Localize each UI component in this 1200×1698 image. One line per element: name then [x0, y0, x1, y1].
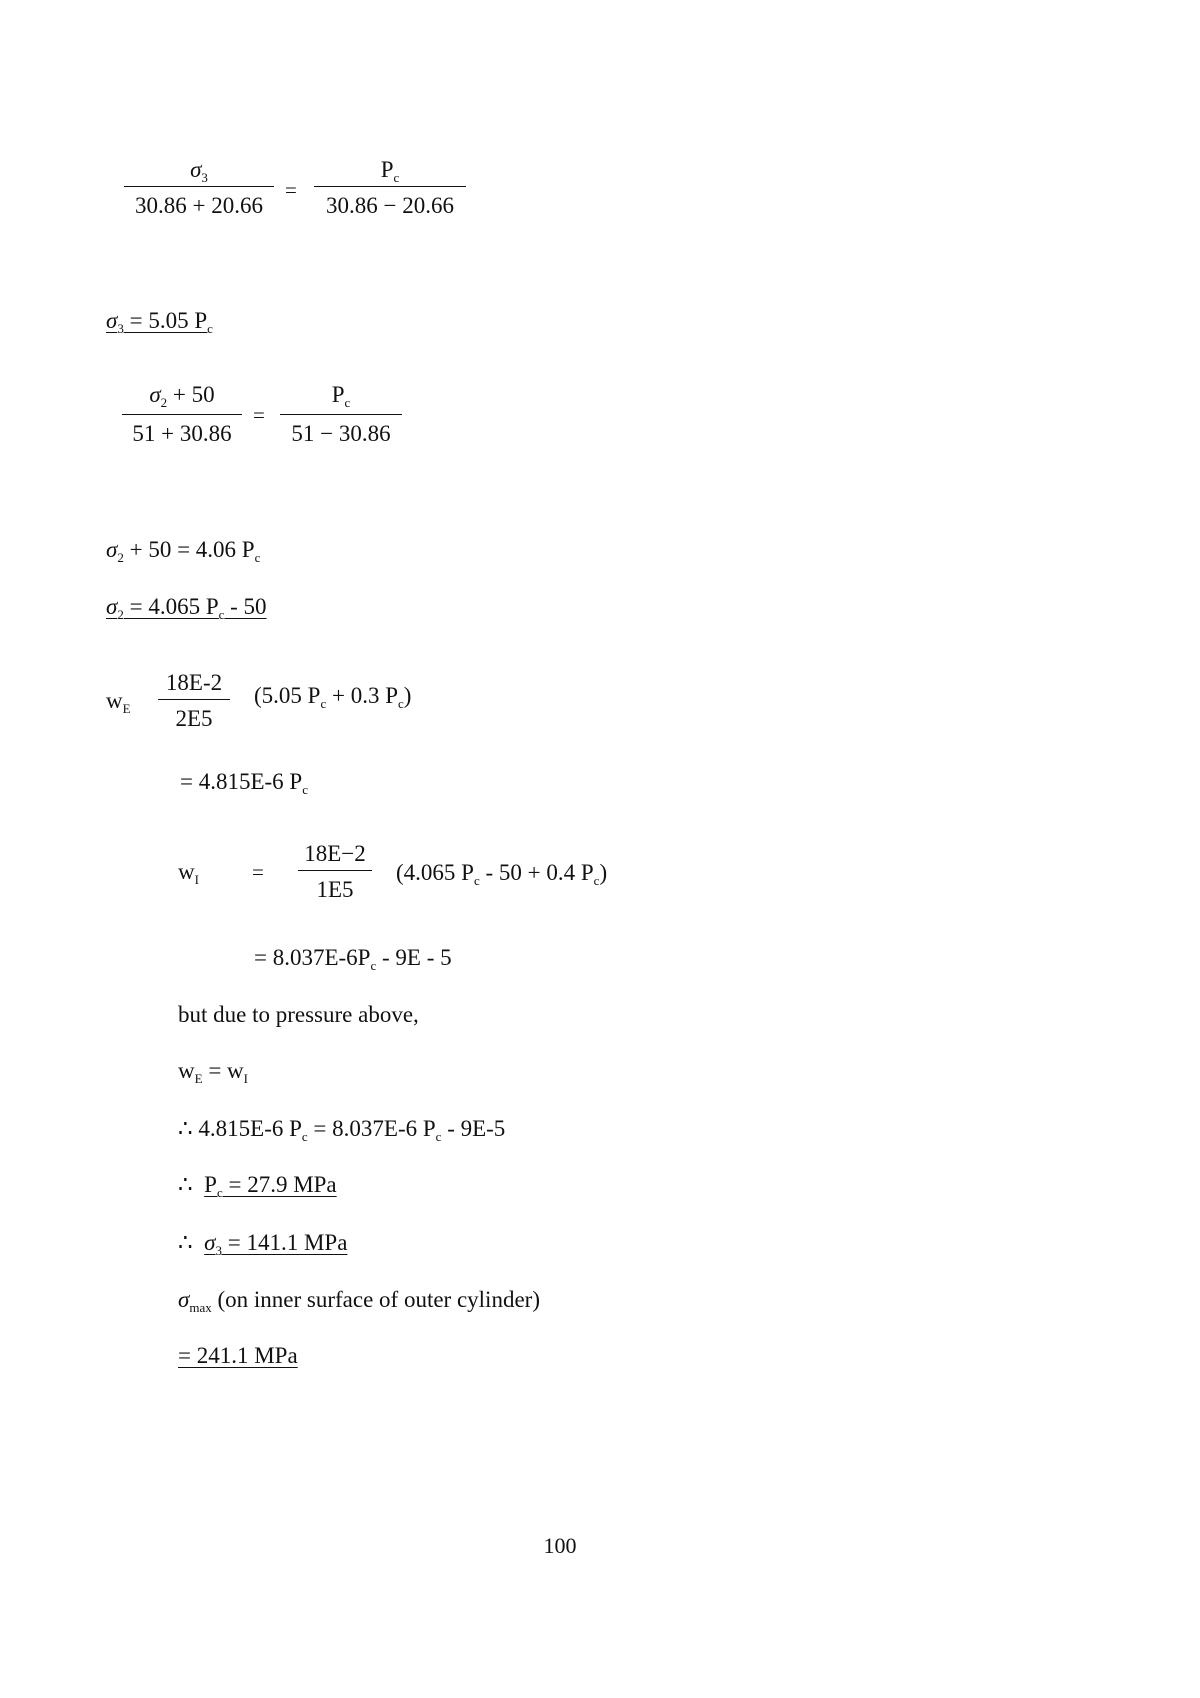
wE-rhs: (5.05 $P_c + 0.3$ $P_c$) — [254, 683, 412, 711]
eq2-lhs-fraction — [122, 382, 242, 444]
wI-fraction — [298, 841, 372, 901]
sigma2-line-b: $\sigma_2 = 4.065$ $P_c - 50$ — [106, 594, 267, 622]
therefore-icon: ∴ — [178, 1116, 193, 1141]
therefore-icon: ∴ — [178, 1230, 193, 1255]
eq2-rhs-denominator: 51 − 30.86 — [291, 421, 391, 446]
eq2-equals: = — [253, 403, 265, 427]
eq2-lhs-denominator: 51 + 30.86 — [132, 421, 232, 446]
wI-numerator: 18E−2 — [304, 841, 366, 866]
therefore-line-3: ∴ $\sigma_3 = 141.1$ MPa — [178, 1230, 348, 1258]
therefore-icon: ∴ — [178, 1172, 193, 1197]
wI-equals: = — [252, 860, 264, 884]
eq1-lhs-fraction — [124, 157, 274, 217]
therefore-line-2: ∴ $P_c = 27.9$ MPa — [178, 1172, 337, 1200]
wE-fraction — [158, 670, 230, 730]
eq1-lhs-denominator: 30.86 + 20.66 — [135, 193, 263, 218]
eq2-rhs-fraction — [280, 382, 402, 444]
wI-rhs: (4.065 $P_c - 50 + 0.4$ $P_c$) — [396, 860, 608, 888]
wE-numerator: 18E-2 — [165, 670, 223, 695]
wI-lhs: $w_I$ — [178, 859, 199, 887]
wE-equals-wI: $w_E = w_I$ — [178, 1058, 249, 1086]
eq1-rhs-fraction — [314, 157, 466, 217]
note-text: but due to pressure above, — [178, 1002, 419, 1027]
sigma2-line-a: $\sigma_2 + 50 = 4.06$ $P_c$ — [106, 537, 261, 565]
sigma-max-line: $\sigma_{max}$ (on inner surface of outer cylinder) — [178, 1287, 540, 1315]
sigma-max-value: = 241.1 MPa — [178, 1343, 298, 1368]
eq2-lhs-numerator: $\sigma_2 + 50$ — [149, 382, 215, 410]
result-sigma3: $\sigma_3 = 5.05$ $P_c$ — [106, 308, 213, 336]
therefore-line-1: ∴ 4.815E-6 $P_c = 8.037E-6$ $P_c - 9E-5$ — [178, 1116, 506, 1144]
wI-result: = $8.037E-6P_c - 9E - 5$ — [254, 945, 452, 973]
wI-denominator: 1E5 — [316, 877, 354, 902]
eq1-rhs-denominator: 30.86 − 20.66 — [326, 193, 454, 218]
wE-denominator: 2E5 — [175, 706, 213, 731]
wE-result: = 4.815E-6 $P_c$ — [180, 769, 309, 797]
eq1-equals: = — [285, 178, 297, 202]
page-number: 100 — [543, 1533, 577, 1558]
eq1-rhs-numerator: $P_c$ — [380, 157, 400, 185]
wE-lhs: $w_E$ — [106, 688, 131, 716]
eq1-lhs-numerator: $\sigma_3$ — [190, 157, 208, 185]
eq2-rhs-numerator: $P_c$ — [331, 382, 351, 410]
